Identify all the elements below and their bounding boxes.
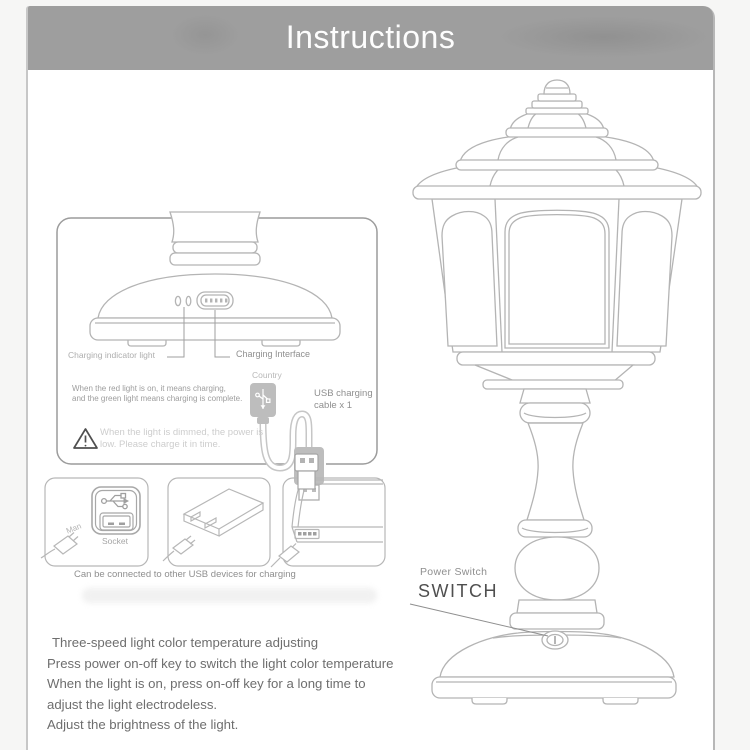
usb-plug-icon <box>41 533 78 559</box>
usb-connector-small <box>250 383 276 424</box>
watermark-smudge <box>82 588 377 603</box>
plug-label: Man <box>64 521 83 536</box>
lamp-base <box>432 631 676 704</box>
lamp-roof <box>413 80 701 199</box>
lamp-finial <box>526 80 588 114</box>
instruction-line: adjust the light electrodeless. <box>47 696 218 712</box>
usb-cable-label-line2: cable x 1 <box>314 400 353 411</box>
page-header <box>28 6 713 70</box>
usb-cable-label-line1: USB charging <box>314 388 373 399</box>
usb-devices-caption: Can be connected to other USB devices for charging <box>74 569 296 580</box>
socket-label: Socket <box>102 536 128 546</box>
usb-plug-icon <box>271 544 299 568</box>
instruction-line: Three-speed light color temperature adjusting <box>52 635 319 650</box>
power-switch-label: Power Switch <box>420 566 488 578</box>
charging-note-line1: When the red light is on, it means charging, <box>72 384 226 393</box>
page-title: Instructions <box>285 19 456 55</box>
usb-port-icon <box>100 513 133 530</box>
usb-devices-diagram <box>38 450 398 572</box>
warning-triangle-icon <box>74 429 97 448</box>
laptop-box <box>271 454 385 567</box>
usb-socket-box <box>41 478 148 566</box>
instructions-text-block <box>47 633 467 736</box>
charging-note-line2: and the green light means charging is complete. <box>72 394 243 403</box>
lamp-illustration <box>398 76 718 726</box>
usb-trident-icon <box>102 494 129 509</box>
usb-plug-standing-icon <box>295 454 318 489</box>
instruction-line: When the light is on, press on-off key for a long time to <box>47 676 366 691</box>
lamp-lantern-body <box>432 199 682 352</box>
power-switch-button <box>542 631 568 649</box>
country-label: Country <box>252 370 282 380</box>
instruction-line: Press power on-off key to switch the light color temperature <box>47 655 394 671</box>
low-power-warning-line1: When the light is dimmed, the power is <box>100 427 264 438</box>
instruction-line: Adjust the brightness of the light. <box>47 717 239 732</box>
charging-interface-label: Charging Interface <box>236 349 311 359</box>
charging-indicator-label: Charging indicator light <box>68 350 155 360</box>
low-power-warning-line2: low. Please charge it in time. <box>100 439 221 450</box>
power-bank-box <box>163 478 270 566</box>
switch-label: SWITCH <box>418 581 498 601</box>
power-bank-icon <box>184 489 263 536</box>
